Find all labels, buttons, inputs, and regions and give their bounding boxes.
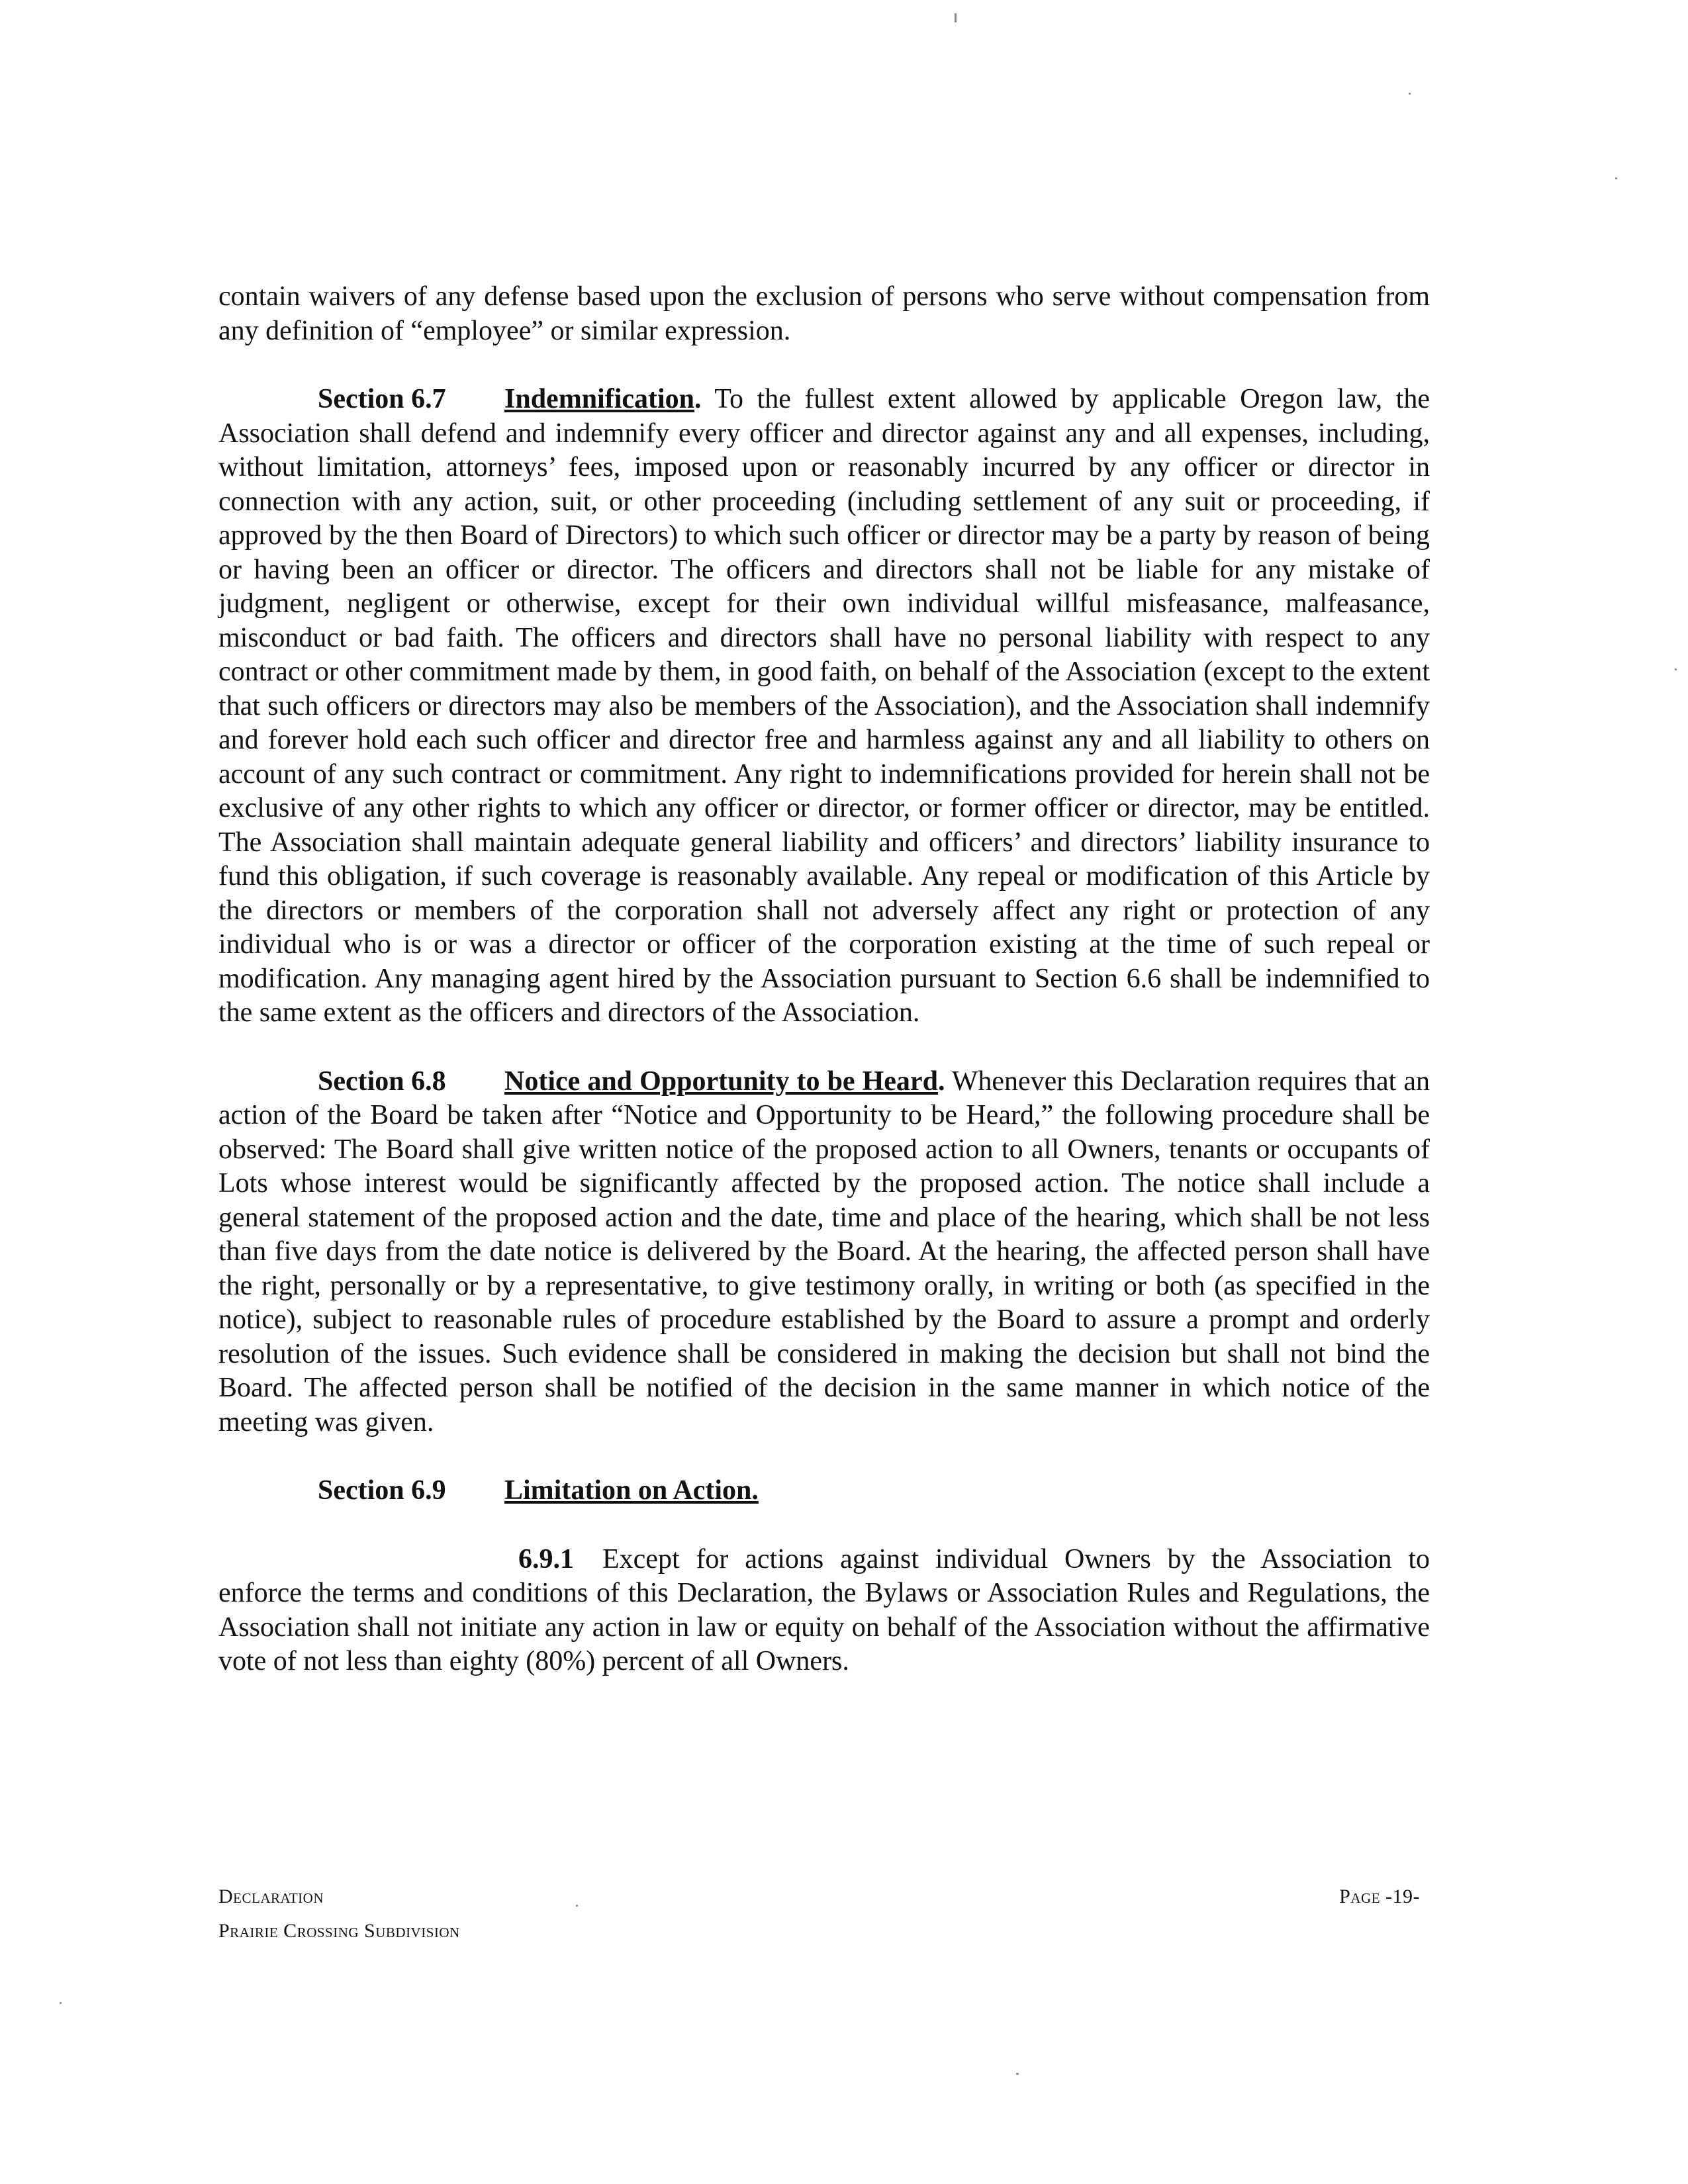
subsection-6-9-1-text: Except for actions against individual Owners by the Association to enforce the terms and conditions of this Declaration, the Bylaws or Association Rules and Regulations, the Association shall not initiate any action in law or equity on behalf of the Association without the affirmative vote of not less than eighty (80%) percent of all Owners. — [218, 1543, 1430, 1676]
section-6-8-title: Notice and Opportunity to be Heard — [504, 1066, 938, 1097]
footer-page-number: Page -19- — [1339, 1886, 1420, 1907]
section-6-7-period: . — [694, 384, 702, 414]
scan-speck — [1409, 93, 1411, 95]
subsection-6-9-1-paragraph — [218, 1543, 1430, 1679]
scan-speck — [576, 1905, 578, 1907]
scan-speck — [955, 13, 957, 23]
section-6-7-paragraph — [218, 383, 1430, 1030]
scan-speck — [1675, 668, 1677, 670]
scan-speck — [1615, 177, 1617, 179]
subsection-6-9-1-number: 6.9.1 — [518, 1543, 574, 1574]
scan-speck — [1016, 2073, 1019, 2075]
section-6-7-title: Indemnification — [504, 384, 695, 414]
section-6-8-period: . — [937, 1066, 945, 1097]
footer-document-title — [218, 1880, 460, 1948]
section-6-9-title: Limitation on Action. — [504, 1475, 759, 1506]
continuation-paragraph — [218, 280, 1430, 348]
section-6-7-text: To the fullest extent allowed by applicable Oregon law, the Association shall defend and indemnify every officer and director against any and all expenses, including, without limitation, attorneys’ fees, imposed upon or reasonably incurred by any officer or director in connection with any action, suit, or other proceeding (including settlement of any suit or proceeding, if approved by the then Board of Directors) to which such officer or director may be a party by reason of being or having been an officer or director. The officers and directors shall not be liable for any mistake of judgment, negligent or otherwise, except for their own individual willful misfeasance, malfeasance, misconduct or bad faith. The officers and directors shall have no personal liability with respect to any contract or other commitment made by them, in good faith, on behalf of the Association (except to the extent that such officers or directors may also be members of the Association), and the Association shall indemnify and forever hold each such officer and director free and harmless against any and all liability to others on account of any such contract or commitment. Any right to indemnifications provided for herein shall not be exclusive of any other rights to which any officer or director, or former officer or director, may be entitled. The Association shall maintain adequate general liability and officers’ and directors’ liability insurance to fund this obligation, if such coverage is reasonably available. Any repeal or modification of this Article by the directors or members of the corporation shall not adversely affect any right or protection of any individual who is or was a director or officer of the corporation existing at the time of such repeal or modification. Any managing agent hired by the Association pursuant to Section 6.6 shall be indemnified to the same extent as the officers and directors of the Association. — [218, 384, 1430, 1028]
section-6-8-text: Whenever this Declaration requires that an action of the Board be taken after “Notice and Opportunity to be Heard,” the following procedure shall be observed: The Board shall give written notice of the proposed action to all Owners, tenants or occupants of Lots whose interest would be significantly affected by the proposed action. The notice shall include a general statement of the proposed action and the date, time and place of the hearing, which shall be not less than five days from the date notice is delivered by the Board. At the hearing, the affected person shall have the right, personally or by a representative, to give testimony orally, in writing or both (as specified in the notice), subject to reasonable rules of procedure established by the Board to assure a prompt and orderly resolution of the issues. Such evidence shall be considered in making the decision but shall not bind the Board. The affected person shall be notified of the decision in the same manner in which notice of the meeting was given. — [218, 1066, 1430, 1437]
continuation-text: contain waivers of any defense based upon the exclusion of persons who serve without compensation from any definition of “employee” or similar expression. — [218, 281, 1430, 346]
section-6-8-paragraph — [218, 1065, 1430, 1440]
section-6-8-number: Section 6.8 — [318, 1066, 446, 1097]
scan-speck — [60, 2002, 62, 2004]
footer-line-declaration: Declaration — [218, 1886, 324, 1907]
section-6-9-heading — [218, 1474, 1430, 1508]
section-6-7-number: Section 6.7 — [318, 384, 446, 414]
footer-line-subdivision: Prairie Crossing Subdivision — [218, 1920, 460, 1942]
section-6-9-number: Section 6.9 — [318, 1475, 446, 1506]
document-body — [218, 280, 1430, 1713]
